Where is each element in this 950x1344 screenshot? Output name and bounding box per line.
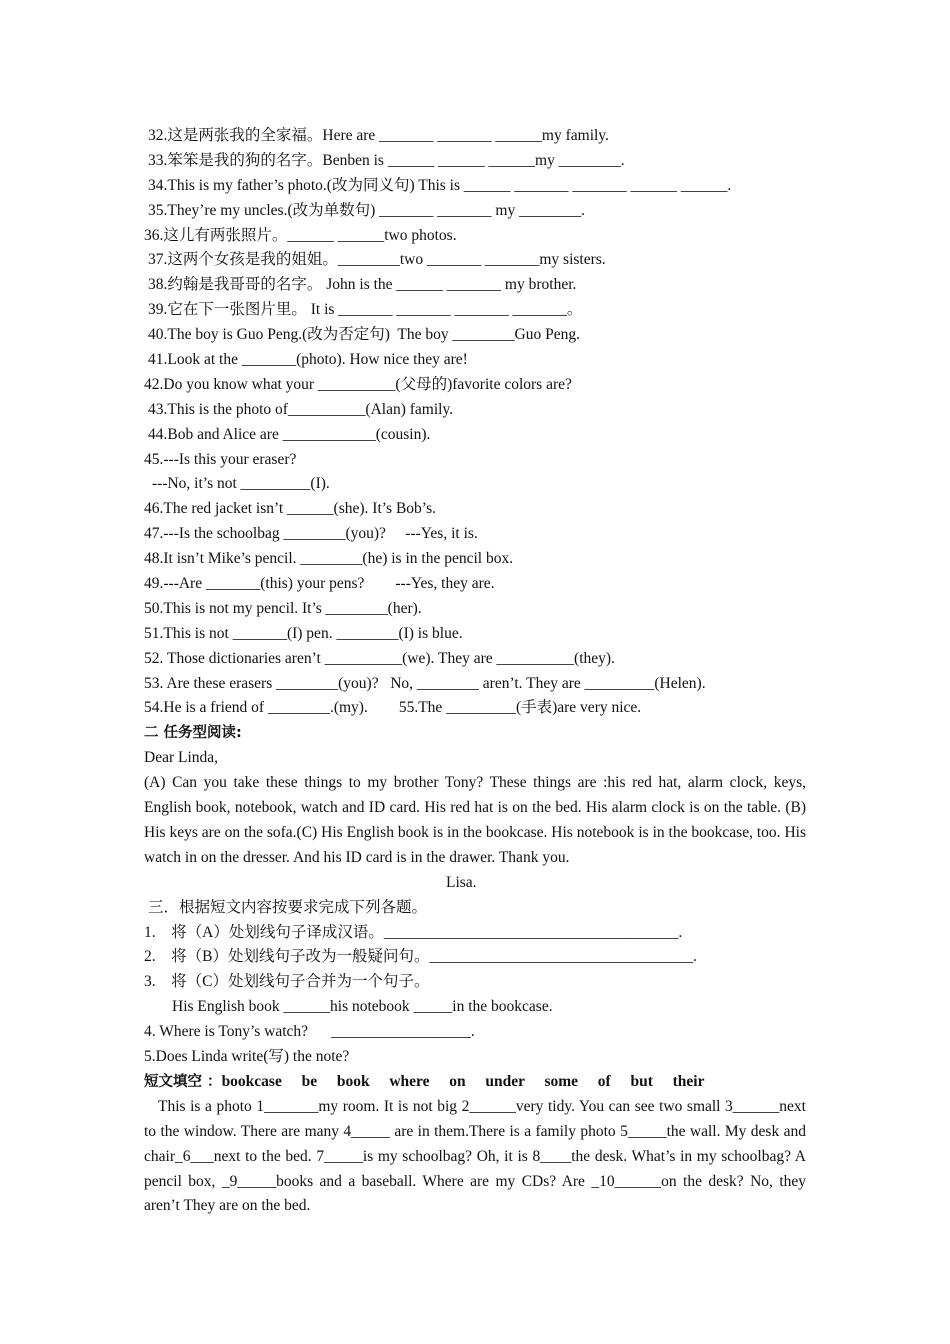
exercise-item-41: 41.Look at the _______(photo). How nice they are! <box>148 351 468 369</box>
exercise-item-53: 53. Are these erasers ________(you)? No, ________ aren’t. They are _________(Helen). <box>144 674 706 692</box>
section-three-heading: 三．根据短文内容按要求完成下列各题。 <box>148 898 428 916</box>
exercise-item-37: 37.这两个女孩是我的姐姐。________two _______ _______my sisters. <box>148 251 606 269</box>
letter-signature: Lisa. <box>446 873 477 891</box>
exercise-item-33: 33.笨笨是我的狗的名字。Benben is ______ ______ ______my ________. <box>148 151 625 169</box>
letter-greeting: Dear Linda, <box>144 749 219 767</box>
word-bank: bookcase be book where on under some of but their <box>221 1072 705 1090</box>
section-three-list <box>144 921 806 1070</box>
exercise-item-32: 32.这是两张我的全家福。Here are _______ _______ ______my family. <box>148 127 609 144</box>
exercise-item-52: 52. Those dictionaries aren’t __________(we). They are __________(they). <box>144 649 615 667</box>
cloze-title: 短文填空 ： <box>144 1073 222 1090</box>
letter-body: (A) Can you take these things to my brother Tony? These things are :his red hat, alarm clock, keys, English book, notebook, watch and ID card. His red hat is on the bed. His alarm clock is on the table. (B) His keys are on the sofa.(C) His English book is in the bookcase. His notebook is in the bookcase, too. His watch in on the dresser. And his ID card is in the drawer. Thank you. <box>144 774 806 866</box>
exercise-item-38: 38.约翰是我哥哥的名字。 John is the ______ _______ my brother. <box>148 276 577 294</box>
exercise-item-35: 35.They’re my uncles.(改为单数句) _______ _______ my ________. <box>148 201 585 219</box>
exercise-item-48: 48.It isn’t Mike’s pencil. ________(he) is in the pencil box. <box>144 550 514 568</box>
exercise-item-45-answer: ---No, it’s not _________(I). <box>152 475 330 493</box>
exercise-item-45: 45.---Is this your eraser? <box>144 450 297 468</box>
exercise-item-36: 36.这儿有两张照片。______ ______two photos. <box>144 226 457 244</box>
task-item-5: 5.Does Linda write(写) the note? <box>144 1048 350 1066</box>
worksheet-content <box>144 124 806 1219</box>
exercise-item-49: 49.---Are _______(this) your pens? ---Yes, they are. <box>144 575 495 593</box>
exercise-item-54-55: 54.He is a friend of ________.(my). 55.The _________(手表)are very nice. <box>144 699 642 717</box>
exercise-item-47: 47.---Is the schoolbag ________(you)? ---Yes, it is. <box>144 525 478 543</box>
task-item-3-blank: His English book ______his notebook _____in the bookcase. <box>172 998 553 1016</box>
exercise-list <box>144 124 806 721</box>
exercise-item-44: 44.Bob and Alice are ____________(cousin). <box>148 425 431 443</box>
task-item-2: 2. 将（B）处划线句子改为一般疑问句。__________________________________. <box>144 948 697 966</box>
exercise-item-42: 42.Do you know what your __________(父母的)favorite colors are? <box>144 375 572 393</box>
task-item-4: 4. Where is Tony’s watch? __________________. <box>144 1023 475 1041</box>
exercise-item-50: 50.This is not my pencil. It’s ________(her). <box>144 599 422 617</box>
cloze-passage-text: This is a photo 1_______my room. It is not big 2______very tidy. You can see two small 3______next to the window. There are many 4_____ are in them.There is a family photo 5_____the wall. My desk and chair_6___next to the bed. 7_____is my schoolbag? Oh, it is 8____the desk. What’s in my schoolbag? A pencil box, _9_____books and a baseball. Where are my CDs? Are _10______on the desk? No, they aren’t They are on the bed. <box>144 1097 806 1215</box>
exercise-item-34: 34.This is my father’s photo.(改为同义句) This is ______ _______ _______ ______ ______. <box>148 176 732 194</box>
exercise-item-39: 39.它在下一张图片里。 It is _______ _______ _______ _______。 <box>148 301 583 319</box>
cloze-heading <box>144 1070 806 1095</box>
section-two-heading: 二 任务型阅读: <box>144 725 242 742</box>
cloze-passage <box>144 1095 806 1220</box>
exercise-item-43: 43.This is the photo of__________(Alan) family. <box>148 400 454 418</box>
task-item-3: 3. 将（C）处划线句子合并为一个句子。 <box>144 973 430 991</box>
exercise-item-51: 51.This is not _______(I) pen. ________(I) is blue. <box>144 624 463 642</box>
task-item-1: 1. 将（A）处划线句子译成汉语。______________________________________. <box>144 923 683 941</box>
exercise-item-46: 46.The red jacket isn’t ______(she). It’s Bob’s. <box>144 500 437 518</box>
exercise-item-40: 40.The boy is Guo Peng.(改为否定句) The boy ________Guo Peng. <box>148 326 580 344</box>
